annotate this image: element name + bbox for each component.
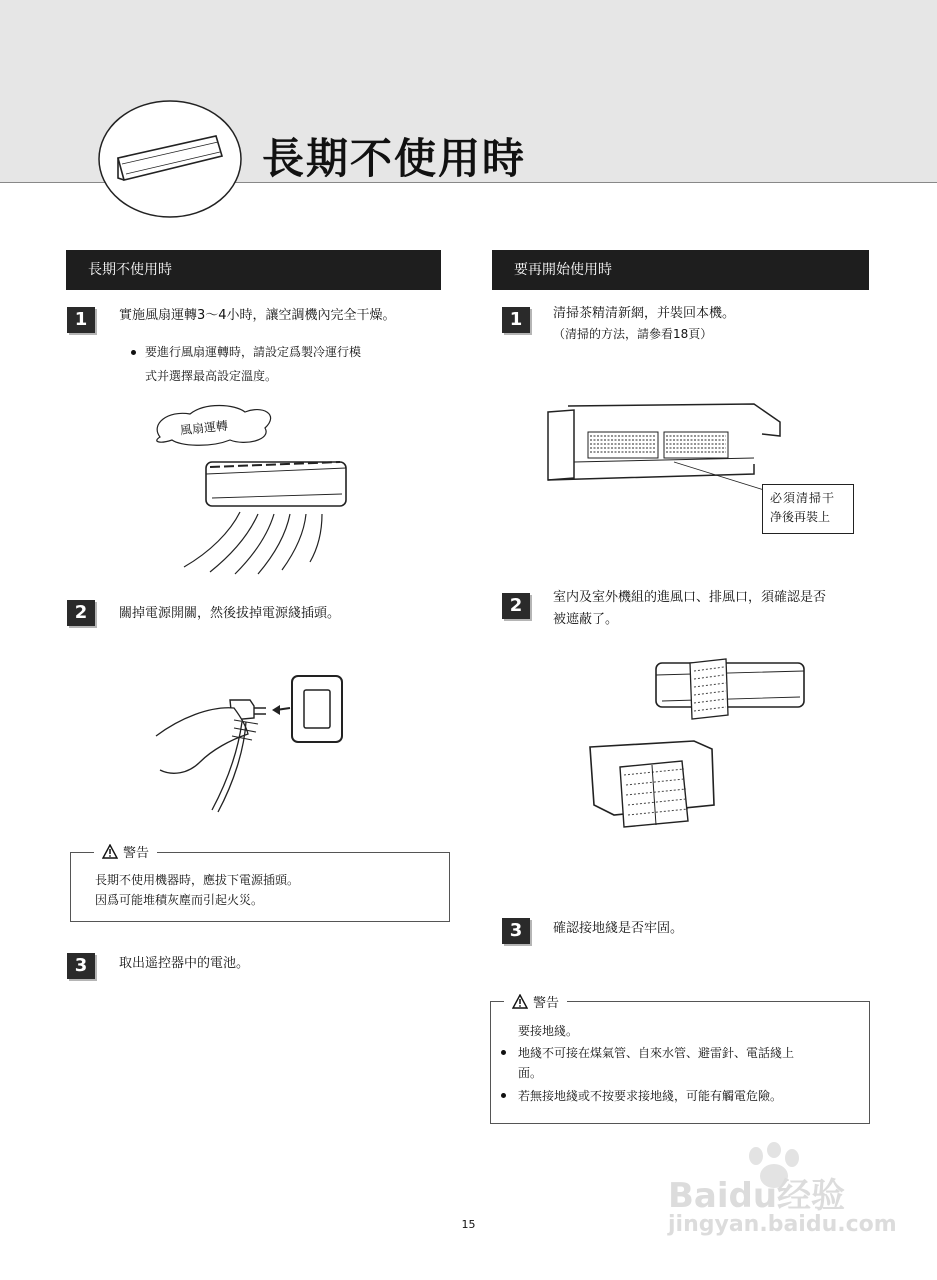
step1-note-line2: 式并選擇最高設定溫度。 [145,369,278,383]
step-badge-r2: 2 [502,593,530,619]
warning-triangle-icon [512,994,528,1009]
right-step2-line1: 室内及室外機組的進風口、排風口，須確認是否 [553,590,827,605]
step-badge-1: 1 [67,307,95,333]
warning-label-text: 警告 [123,846,150,861]
warning-label-right [504,992,567,1011]
bullet-dot [131,350,136,355]
warning-right-b2: 若無接地綫或不按要求接地綫，可能有觸電危險。 [518,1089,783,1103]
step1-note-line1: 要進行風扇運轉時，請設定爲製冷運行模 [145,345,362,359]
step-badge-r1: 1 [502,307,530,333]
section-header-restart: 要再開始使用時 [492,250,869,290]
warning-right-b1-line2: 面。 [518,1066,543,1080]
unplug-illustration [150,670,350,815]
page-number: 15 [461,1218,476,1231]
step-badge-2: 2 [67,600,95,626]
watermark-url: jingyan.baidu.com [668,1212,897,1237]
step-badge-3: 3 [67,953,95,979]
bullet-dot [501,1050,506,1055]
warning-label-left [94,842,157,861]
step-badge-r3: 3 [502,918,530,944]
bullet-dot [501,1093,506,1098]
callout-line1: 必須清掃干 [770,491,836,505]
callout-line2: 净後再裝上 [770,510,831,524]
warning-right-b1-line1: 地綫不可接在煤氣管、自來水管、避雷針、電話綫上 [518,1046,795,1060]
warning-label-text: 警告 [533,996,560,1011]
step2-text: 關掉電源開關，然後拔掉電源綫插頭。 [119,606,341,621]
blocked-vents-illustration [584,655,809,830]
right-step3-text: 確認接地綫是否牢固。 [553,921,684,936]
right-step1-sub: （清掃的方法，請參看18頁） [553,327,713,341]
warning-triangle-icon [102,844,118,859]
right-step1-text: 清掃茶精清新網，并裝回本機。 [553,306,736,321]
section-header-storage: 長期不使用時 [66,250,441,290]
right-step2-line2: 被遮蔽了。 [553,612,619,627]
warning-left-line2: 因爲可能堆積灰塵而引起火災。 [95,893,264,907]
warning-right-line0: 要接地綫。 [518,1024,579,1038]
step1-text: 實施風扇運轉3～4小時，讓空調機內完全干燥。 [119,308,396,323]
watermark-brand: Baidu经验 [668,1176,846,1216]
warning-left-line1: 長期不使用機器時，應拔下電源插頭。 [95,873,300,887]
filter-illustration [544,400,784,490]
aircon-oval-icon [96,98,244,220]
fan-bubble-label: 風扇運轉 [179,418,229,438]
step3-text: 取出遥控器中的電池。 [119,956,250,971]
page-title: 長期不使用時 [262,134,527,183]
